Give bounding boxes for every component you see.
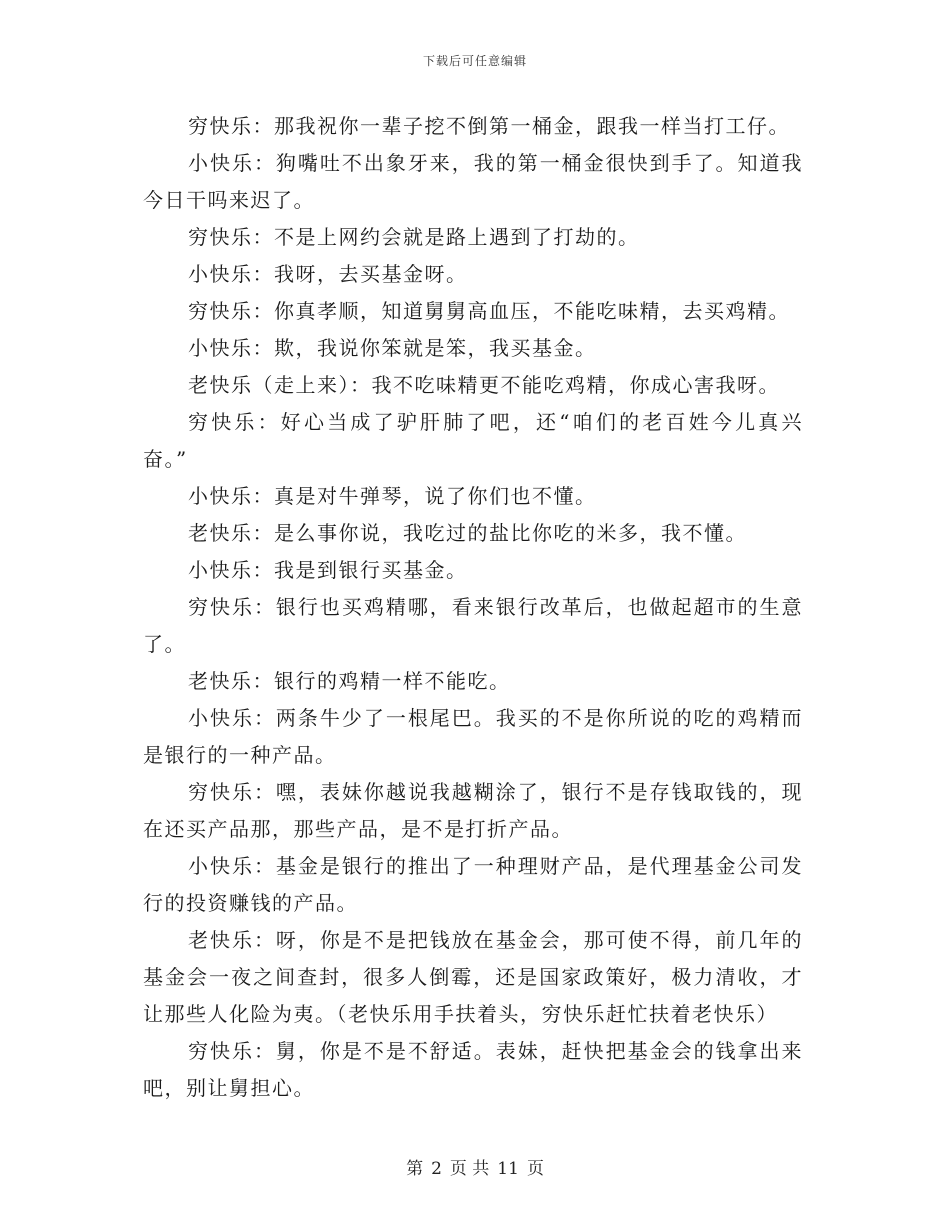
dialogue-paragraph: 老快乐：银行的鸡精一样不能吃。 [188, 669, 511, 693]
dialogue-paragraph: 小快乐：欺，我说你笨就是笨，我买基金。 [188, 336, 597, 360]
footer-middle: 页 共 [449, 1159, 490, 1179]
dialogue-paragraph: 穷快乐：你真孝顺，知道舅舅高血压，不能吃味精，去买鸡精。 [188, 299, 790, 323]
footer-total-pages: 11 [497, 1159, 519, 1179]
dialogue-paragraph: 老快乐：呀，你是不是把钱放在基金会，那可使不得，前几年的基金会一夜之间查封，很多人倒霉，还是国家政策好，极力清收，才让那些人化险为夷。（老快乐用手扶着头，穷快乐赶忙扶着老快乐） [143, 928, 803, 1026]
dialogue-paragraph: 小快乐：两条牛少了一根尾巴。我买的不是你所说的吃的鸡精而是银行的一种产品。 [143, 706, 803, 767]
document-body [143, 108, 803, 1107]
page-header-note: 下载后可任意编辑 [422, 54, 527, 68]
dialogue-paragraph: 小快乐：真是对牛弹琴，说了你们也不懂。 [188, 484, 597, 508]
dialogue-paragraph: 小快乐：我呀，去买基金呀。 [188, 262, 468, 286]
dialogue-paragraph: 穷快乐：那我祝你一辈子挖不倒第一桶金，跟我一样当打工仔。 [188, 114, 790, 138]
dialogue-paragraph: 小快乐：我是到银行买基金。 [188, 558, 468, 582]
footer-page-number: 2 [431, 1159, 442, 1179]
footer-suffix: 页 [526, 1159, 544, 1179]
dialogue-paragraph: 小快乐：基金是银行的推出了一种理财产品，是代理基金公司发行的投资赚钱的产品。 [143, 854, 803, 915]
dialogue-paragraph: 老快乐：是么事你说，我吃过的盐比你吃的米多，我不懂。 [188, 521, 747, 545]
dialogue-paragraph: 穷快乐：舅，你是不是不舒适。表妹，赶快把基金会的钱拿出来吧，别让舅担心。 [143, 1039, 803, 1100]
dialogue-paragraph: 穷快乐：银行也买鸡精哪，看来银行改革后，也做起超市的生意了。 [143, 595, 803, 656]
dialogue-paragraph: 穷快乐：好心当成了驴肝肺了吧，还“咱们的老百姓今儿真兴奋。” [143, 410, 803, 471]
dialogue-paragraph: 穷快乐：不是上网约会就是路上遇到了打劫的。 [188, 225, 640, 249]
page-footer [0, 1154, 950, 1179]
dialogue-paragraph: 小快乐：狗嘴吐不出象牙来，我的第一桶金很快到手了。知道我今日干吗来迟了。 [143, 151, 803, 212]
footer-prefix: 第 [406, 1159, 424, 1179]
dialogue-paragraph: 老快乐（走上来）：我不吃味精更不能吃鸡精，你成心害我呀。 [188, 373, 780, 397]
dialogue-paragraph: 穷快乐：嘿，表妹你越说我越糊涂了，银行不是存钱取钱的，现在还买产品那，那些产品，是不是打折产品。 [143, 780, 803, 841]
